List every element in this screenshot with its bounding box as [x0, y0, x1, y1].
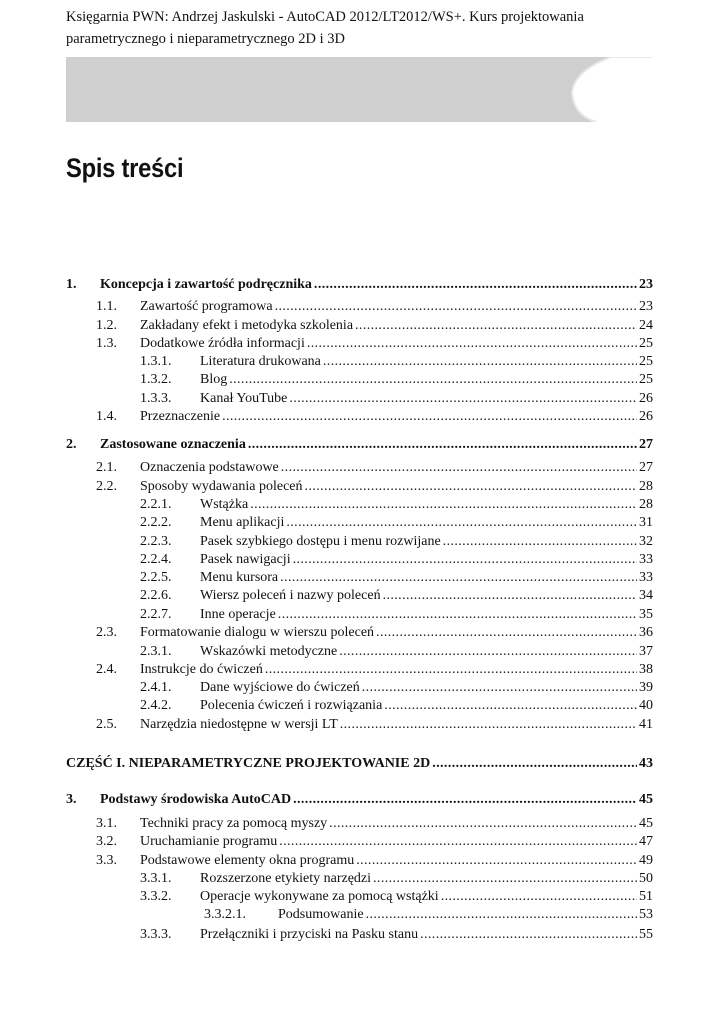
toc-entry-label: Rozszerzone etykiety narzędzi	[200, 871, 372, 886]
toc-entry	[96, 478, 653, 496]
toc-entry-label: Dane wyjściowe do ćwiczeń	[200, 680, 360, 695]
toc-entry-number: 2.1.	[96, 460, 117, 475]
toc-entry-page-number: 37	[639, 644, 653, 659]
toc-entry-number: 1.3.1.	[140, 354, 172, 369]
header-line-2: parametrycznego i nieparametrycznego 2D i 3D	[66, 31, 345, 47]
toc-entry-number: 2.3.	[96, 625, 117, 640]
toc-entry-label: Zastosowane oznaczenia	[100, 437, 246, 452]
dot-leader	[293, 551, 637, 569]
toc-entry	[96, 335, 653, 353]
toc-entry-label: Formatowanie dialogu w wierszu poleceń	[140, 625, 375, 640]
toc-entry-label: Menu aplikacji	[200, 515, 285, 530]
toc-entry-number: 2.2.1.	[140, 497, 172, 512]
toc-entry-label: Pasek nawigacji	[200, 552, 291, 567]
toc-entry-page-number: 38	[639, 662, 653, 677]
toc-entry	[96, 298, 653, 316]
dot-leader	[339, 643, 637, 661]
toc-entry-number: 2.4.1.	[140, 680, 172, 695]
toc-entry-number: 3.	[66, 792, 77, 807]
toc-entry-page-number: 26	[639, 409, 653, 424]
toc-entry-page-number: 53	[639, 907, 653, 922]
dot-leader	[443, 533, 637, 551]
toc-entry-label: Podstawy środowiska AutoCAD	[100, 792, 292, 807]
dot-leader	[222, 408, 637, 426]
dot-leader	[275, 298, 637, 316]
toc-entry-page-number: 50	[639, 871, 653, 886]
toc-entry	[96, 459, 653, 477]
toc-entry-number: 2.3.1.	[140, 644, 172, 659]
toc-entry	[140, 643, 653, 661]
toc-entry	[140, 514, 653, 532]
dot-leader	[278, 606, 637, 624]
toc-entry	[140, 496, 653, 514]
toc-entry-number: 3.3.1.	[140, 871, 172, 886]
toc-entry-number: 1.1.	[96, 299, 117, 314]
toc-entry	[140, 569, 653, 587]
toc-entry-label: Operacje wykonywane za pomocą wstążki	[200, 889, 439, 904]
toc-entry-number: 2.5.	[96, 717, 117, 732]
toc-entry-label: Zawartość programowa	[140, 299, 273, 314]
toc-entry-label: Wstążka	[200, 497, 249, 512]
toc-entry-label: Menu kursora	[200, 570, 279, 585]
toc-entry	[140, 533, 653, 551]
dot-leader	[305, 478, 637, 496]
toc-entry-number: 3.3.2.1.	[204, 907, 246, 922]
toc-entry-number: 3.3.2.	[140, 889, 172, 904]
toc-entry-page-number: 33	[639, 570, 653, 585]
toc-entry-number: 3.2.	[96, 834, 117, 849]
toc-entry	[96, 852, 653, 870]
header-line-1: Księgarnia PWN: Andrzej Jaskulski - AutoCAD 2012/LT2012/WS+. Kurs projektowania	[66, 9, 584, 25]
toc-entry-page-number: 25	[639, 354, 653, 369]
toc-entry	[66, 755, 653, 773]
dot-leader	[229, 371, 637, 389]
toc-entry-number: 1.3.	[96, 336, 117, 351]
dot-leader	[323, 353, 637, 371]
toc-entry-label: Wiersz poleceń i nazwy poleceń	[200, 588, 381, 603]
toc-entry	[140, 371, 653, 389]
toc-entry-page-number: 25	[639, 372, 653, 387]
toc-entry	[140, 697, 653, 715]
dot-leader	[384, 697, 637, 715]
dot-leader	[432, 755, 637, 773]
dot-leader	[329, 815, 637, 833]
toc-entry-label: Dodatkowe źródła informacji	[140, 336, 305, 351]
dot-leader	[307, 335, 637, 353]
toc-entry	[66, 276, 653, 294]
toc-entry-number: 2.2.	[96, 479, 117, 494]
dot-leader	[265, 661, 637, 679]
toc-entry	[140, 551, 653, 569]
toc-entry-number: 3.3.	[96, 853, 117, 868]
toc-entry-number: 2.2.2.	[140, 515, 172, 530]
toc-entry-page-number: 51	[639, 889, 653, 904]
toc-entry-page-number: 27	[639, 437, 653, 452]
dot-leader	[248, 436, 637, 454]
toc-entry-number: 2.2.6.	[140, 588, 172, 603]
toc-entry-number: 2.4.	[96, 662, 117, 677]
toc-entry	[96, 716, 653, 734]
toc-entry-page-number: 31	[639, 515, 653, 530]
toc-entry-label: Wskazówki metodyczne	[200, 644, 338, 659]
toc-entry-page-number: 45	[639, 816, 653, 831]
dot-leader	[420, 926, 637, 944]
toc-entry-page-number: 32	[639, 534, 653, 549]
toc-entry-page-number: 25	[639, 336, 653, 351]
toc-entry	[204, 906, 653, 924]
toc-entry-label: Podsumowanie	[278, 907, 364, 922]
toc-entry	[140, 888, 653, 906]
toc-entry	[96, 833, 653, 851]
dot-leader	[340, 716, 637, 734]
dot-leader	[373, 870, 637, 888]
toc-entry-number: 2.2.4.	[140, 552, 172, 567]
toc-entry-page-number: 28	[639, 497, 653, 512]
dot-leader	[286, 514, 637, 532]
dot-leader	[250, 496, 637, 514]
dot-leader	[376, 624, 637, 642]
toc-entry	[140, 679, 653, 697]
dot-leader	[441, 888, 637, 906]
toc-entry-page-number: 47	[639, 834, 653, 849]
toc-entry-page-number: 23	[639, 277, 653, 292]
toc-entry	[140, 606, 653, 624]
toc-entry-page-number: 49	[639, 853, 653, 868]
toc-entry-label: Pasek szybkiego dostępu i menu rozwijane	[200, 534, 441, 549]
toc-entry-label: Uruchamianie programu	[140, 834, 278, 849]
toc-entry	[140, 353, 653, 371]
toc-entry-number: 2.	[66, 437, 77, 452]
toc-entry	[96, 815, 653, 833]
toc-entry-page-number: 43	[639, 756, 653, 771]
dot-leader	[314, 276, 637, 294]
toc-entry-number: 2.4.2.	[140, 698, 172, 713]
dot-leader	[356, 852, 637, 870]
toc-entry-label: Polecenia ćwiczeń i rozwiązania	[200, 698, 383, 713]
toc-entry-label: Inne operacje	[200, 607, 276, 622]
toc-entry-page-number: 33	[639, 552, 653, 567]
toc-entry-number: 1.3.2.	[140, 372, 172, 387]
toc-entry	[96, 661, 653, 679]
toc-entry-label: Narzędzia niedostępne w wersji LT	[140, 717, 338, 732]
toc-entry-page-number: 35	[639, 607, 653, 622]
toc-entry-label: Techniki pracy za pomocą myszy	[140, 816, 328, 831]
dot-leader	[279, 833, 637, 851]
dot-leader	[281, 459, 637, 477]
toc-entry-page-number: 41	[639, 717, 653, 732]
toc-entry-page-number: 28	[639, 479, 653, 494]
toc-entry-page-number: 23	[639, 299, 653, 314]
toc-entry	[140, 870, 653, 888]
toc-entry-number: 1.4.	[96, 409, 117, 424]
toc-entry-number: 3.1.	[96, 816, 117, 831]
toc-entry-label: Zakładany efekt i metodyka szkolenia	[140, 318, 354, 333]
toc-entry-number: 3.3.3.	[140, 927, 172, 942]
toc-entry-label: Blog	[200, 372, 228, 387]
toc-entry-label: Koncepcja i zawartość podręcznika	[100, 277, 312, 292]
toc-entry-number: 2.2.5.	[140, 570, 172, 585]
toc-entry-label: CZĘŚĆ I. NIEPARAMETRYCZNE PROJEKTOWANIE 2D	[66, 756, 431, 771]
toc-entry-number: 1.3.3.	[140, 391, 172, 406]
toc-entry	[66, 436, 653, 454]
toc-entry-label: Oznaczenia podstawowe	[140, 460, 279, 475]
dot-leader	[366, 906, 637, 924]
toc-entry	[66, 791, 653, 809]
dot-leader	[293, 791, 637, 809]
toc-entry-page-number: 27	[639, 460, 653, 475]
toc-entry	[140, 390, 653, 408]
toc-entry-label: Kanał YouTube	[200, 391, 288, 406]
dot-leader	[362, 679, 637, 697]
toc-entry-label: Sposoby wydawania poleceń	[140, 479, 303, 494]
toc-entry-label: Przeznaczenie	[140, 409, 221, 424]
toc-entry	[96, 408, 653, 426]
page-title: Spis treści	[66, 153, 184, 183]
toc-entry	[140, 926, 653, 944]
toc-entry-page-number: 45	[639, 792, 653, 807]
toc-entry-label: Przełączniki i przyciski na Pasku stanu	[200, 927, 419, 942]
toc-entry	[96, 624, 653, 642]
toc-entry-page-number: 40	[639, 698, 653, 713]
toc-entry-page-number: 36	[639, 625, 653, 640]
toc-entry-number: 1.2.	[96, 318, 117, 333]
toc-entry-label: Instrukcje do ćwiczeń	[140, 662, 263, 677]
toc-entry	[140, 587, 653, 605]
toc-entry-number: 2.2.3.	[140, 534, 172, 549]
dot-leader	[280, 569, 637, 587]
toc-entry-page-number: 55	[639, 927, 653, 942]
toc-entry-label: Literatura drukowana	[200, 354, 321, 369]
toc-entry-page-number: 34	[639, 588, 653, 603]
dot-leader	[383, 587, 637, 605]
toc-entry-number: 2.2.7.	[140, 607, 172, 622]
dot-leader	[355, 317, 637, 335]
toc-entry-label: Podstawowe elementy okna programu	[140, 853, 355, 868]
toc-entry	[96, 317, 653, 335]
toc-entry-page-number: 26	[639, 391, 653, 406]
toc-entry-page-number: 24	[639, 318, 653, 333]
toc-entry-number: 1.	[66, 277, 77, 292]
dot-leader	[289, 390, 637, 408]
toc-entry-page-number: 39	[639, 680, 653, 695]
